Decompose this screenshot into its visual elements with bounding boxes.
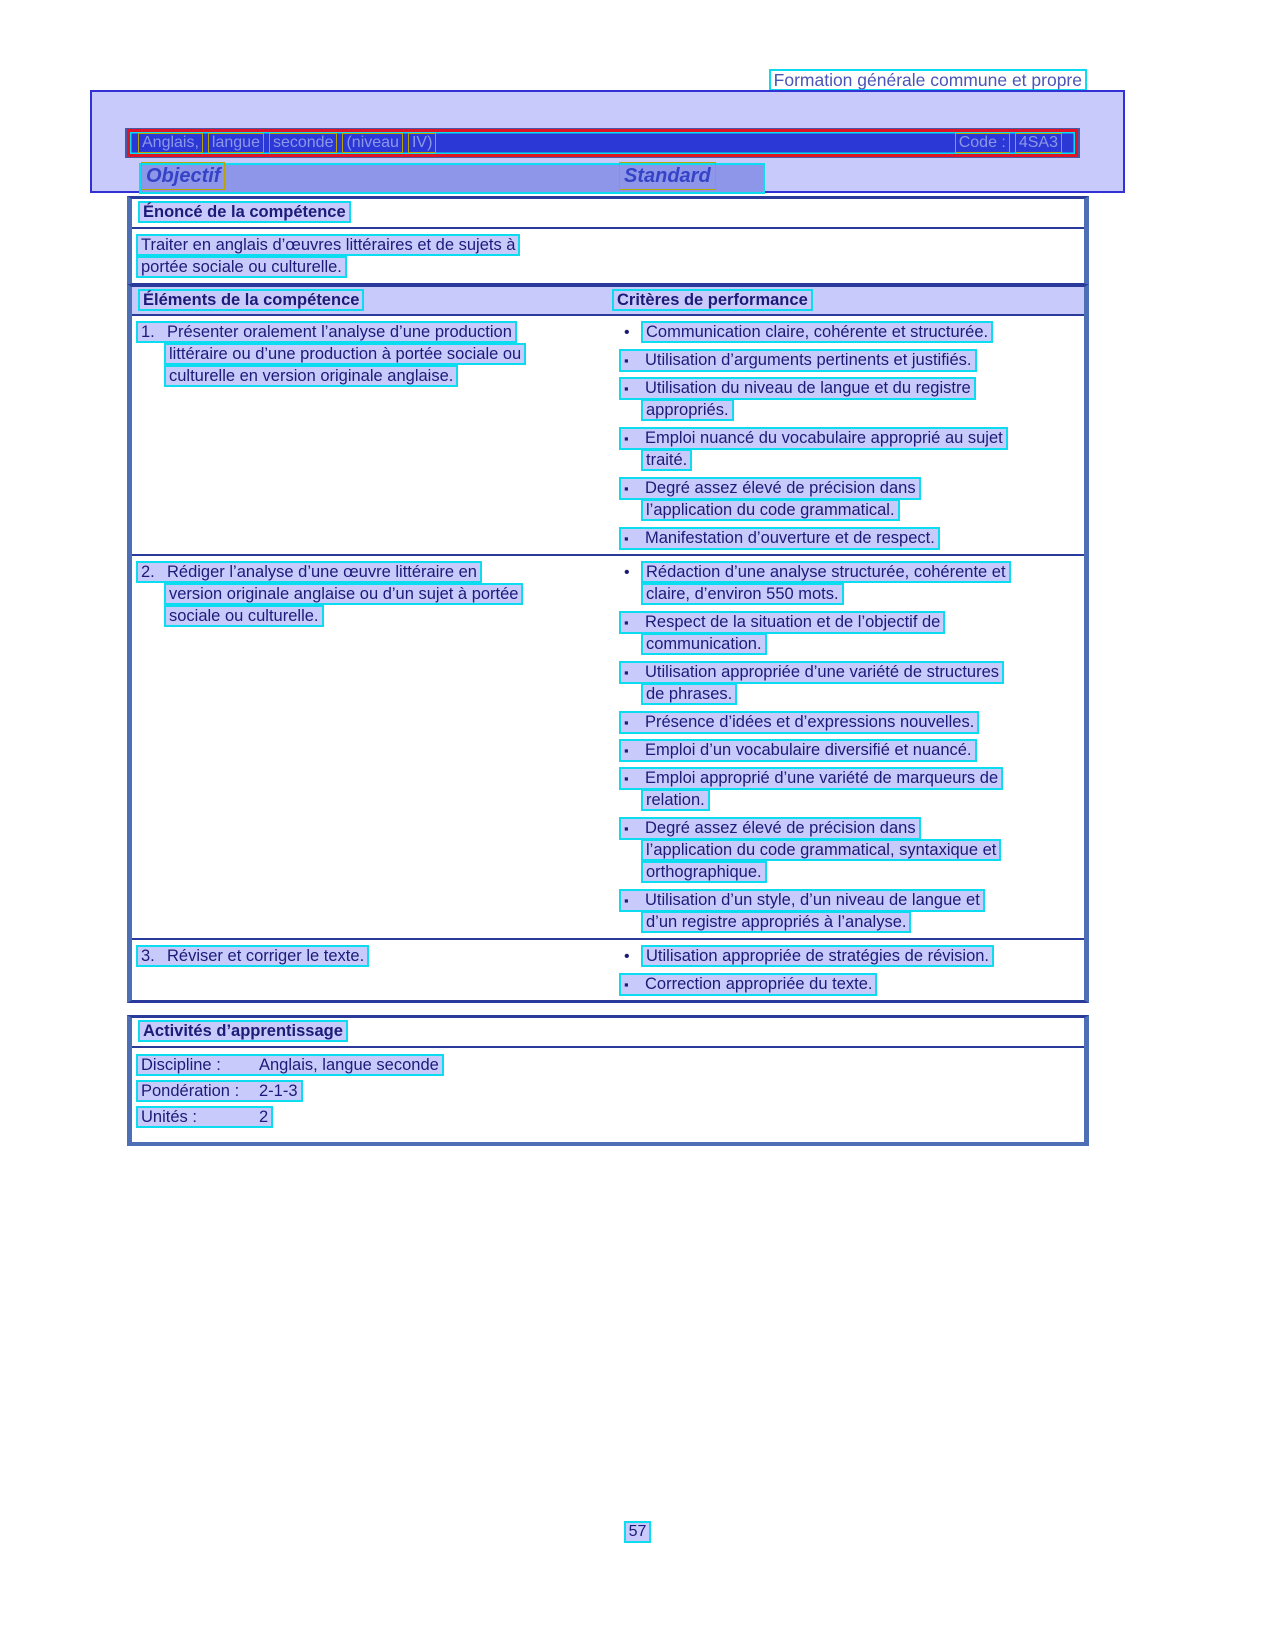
activities-heading-row	[132, 1018, 1084, 1048]
activities-label: Discipline :	[141, 1056, 221, 1074]
bullet-icon	[624, 351, 645, 370]
criterion-line: traité.	[641, 449, 692, 471]
bullet-icon	[624, 891, 645, 910]
item-text-line: Réviser et corriger le texte.	[167, 947, 365, 965]
activities-value: 2	[259, 1108, 269, 1126]
criterion-line: Emploi approprié d’une variété de marqueurs de	[645, 769, 999, 787]
page-number	[0, 1521, 1275, 1543]
criterion-line: appropriés.	[641, 399, 734, 421]
activities-label: Unités :	[141, 1108, 197, 1126]
criterion-line: relation.	[641, 789, 710, 811]
bullet-icon	[619, 561, 641, 584]
criteria-list	[605, 321, 1084, 549]
activities-label: Pondération :	[141, 1082, 240, 1100]
enonce-text-line: Traiter en anglais d’œuvres littéraires et de sujets à	[136, 234, 520, 256]
bullet-icon	[624, 769, 645, 788]
course-banner	[90, 90, 1125, 193]
criterion-line: Rédaction d’une analyse structurée, cohérente et	[641, 561, 1011, 583]
item-text-line: littéraire ou d’une production à portée sociale ou	[164, 343, 526, 365]
bullet-icon	[624, 429, 645, 448]
bullet-icon	[624, 379, 645, 398]
element-item	[132, 561, 605, 933]
course-title-word: (niveau	[342, 133, 402, 153]
criterion	[605, 561, 1084, 605]
bullet-icon	[619, 321, 641, 344]
table-row	[132, 316, 1084, 556]
activities-row	[136, 1080, 1084, 1106]
bullet-icon	[624, 663, 645, 682]
running-header	[769, 69, 1087, 91]
element-item	[132, 945, 605, 995]
criterion-line: Communication claire, cohérente et structurée.	[641, 321, 993, 343]
criterion	[605, 349, 1084, 371]
bullet-icon	[624, 613, 645, 632]
criterion-line: Manifestation d’ouverture et de respect.	[645, 529, 935, 547]
criterion-line: Emploi nuancé du vocabulaire approprié au sujet	[645, 429, 1003, 447]
item-number: 1.	[141, 323, 155, 341]
activities-value: 2-1-3	[259, 1082, 298, 1100]
elements-heading: Éléments de la compétence	[138, 289, 364, 311]
criterion	[605, 767, 1084, 811]
item-text-line: culturelle en version originale anglaise.	[164, 365, 458, 387]
elements-table	[127, 284, 1089, 1003]
criterion	[605, 377, 1084, 421]
bullet-icon	[624, 529, 645, 548]
item-number: 3.	[141, 947, 155, 965]
criterion	[605, 817, 1084, 883]
title-bar-strip	[125, 128, 1080, 158]
activities-row	[136, 1106, 1084, 1132]
table-row	[132, 940, 1084, 1000]
activities-value: Anglais, langue seconde	[259, 1056, 439, 1074]
item-number: 2.	[141, 563, 155, 581]
running-header-text: Formation générale commune et propre	[769, 69, 1087, 91]
criterion-line: d’un registre appropriés à l’analyse.	[641, 911, 911, 933]
criterion	[605, 739, 1084, 761]
criterion	[605, 527, 1084, 549]
criterion-line: claire, d’environ 550 mots.	[641, 583, 844, 605]
page-number-text: 57	[624, 1521, 652, 1543]
course-title-word: seconde	[269, 133, 338, 153]
bullet-icon	[619, 945, 641, 968]
activities-heading: Activités d’apprentissage	[138, 1020, 348, 1042]
criterion-line: Utilisation appropriée de stratégies de révision.	[641, 945, 994, 967]
item-text-line: version originale anglaise ou d’un sujet à portée	[164, 583, 523, 605]
criterion-line: Degré assez élevé de précision dans	[645, 479, 916, 497]
criterion-line: orthographique.	[641, 861, 767, 883]
criterion-line: de phrases.	[641, 683, 737, 705]
criterion	[605, 711, 1084, 733]
criteria-list	[605, 561, 1084, 933]
course-title-word: langue	[208, 133, 264, 153]
enonce-heading-row	[132, 199, 1084, 229]
item-text-line: Rédiger l’analyse d’une œuvre littéraire en	[167, 563, 477, 581]
criterion-line: Correction appropriée du texte.	[645, 975, 873, 993]
standard-label: Standard	[619, 162, 716, 190]
table-row	[132, 556, 1084, 940]
criterion	[605, 321, 1084, 343]
criterion-line: l’application du code grammatical, syntaxique et	[641, 839, 1001, 861]
enonce-body	[132, 229, 1084, 283]
objectif-label: Objectif	[141, 162, 225, 190]
enonce-heading: Énoncé de la compétence	[138, 201, 351, 223]
elements-header-row	[132, 287, 1084, 316]
criteria-list	[605, 945, 1084, 995]
item-text-line: Présenter oralement l’analyse d’une production	[167, 323, 512, 341]
element-item	[132, 321, 605, 549]
course-code-value: 4SA3	[1015, 133, 1062, 153]
criterion-line: Utilisation appropriée d’une variété de structures	[645, 663, 1000, 681]
activities-body	[132, 1048, 1084, 1142]
criterion	[605, 661, 1084, 705]
criterion	[605, 973, 1084, 995]
item-text-line: sociale ou culturelle.	[164, 605, 324, 627]
enonce-text-line: portée sociale ou culturelle.	[136, 256, 347, 278]
criterion	[605, 611, 1084, 655]
bullet-icon	[624, 741, 645, 760]
bullet-icon	[624, 713, 645, 732]
activities-table	[127, 1015, 1089, 1146]
enonce-table	[127, 196, 1089, 286]
course-code	[955, 133, 1067, 153]
criterion-line: Présence d’idées et d’expressions nouvelles.	[645, 713, 975, 731]
criterion-line: l’application du code grammatical.	[641, 499, 900, 521]
criteres-heading: Critères de performance	[612, 289, 813, 311]
criterion-line: Utilisation d’un style, d’un niveau de langue et	[645, 891, 980, 909]
course-title-bar	[127, 129, 1078, 157]
activities-row	[136, 1054, 1084, 1080]
criterion	[605, 945, 1084, 967]
bullet-icon	[624, 479, 645, 498]
criterion-line: Respect de la situation et de l’objectif de	[645, 613, 941, 631]
criterion-line: Utilisation du niveau de langue et du registre	[645, 379, 971, 397]
bullet-icon	[624, 975, 645, 994]
criterion	[605, 889, 1084, 933]
criterion-line: Emploi d’un vocabulaire diversifié et nuancé.	[645, 741, 972, 759]
criterion	[605, 427, 1084, 471]
course-title-word: IV)	[408, 133, 436, 153]
criterion-line: communication.	[641, 633, 767, 655]
criterion	[605, 477, 1084, 521]
course-title-word: Anglais,	[138, 133, 203, 153]
course-code-label: Code :	[955, 133, 1010, 153]
criterion-line: Utilisation d’arguments pertinents et justifiés.	[645, 351, 972, 369]
criterion-line: Degré assez élevé de précision dans	[645, 819, 916, 837]
bullet-icon	[624, 819, 645, 838]
objectif-standard-band	[139, 163, 765, 194]
